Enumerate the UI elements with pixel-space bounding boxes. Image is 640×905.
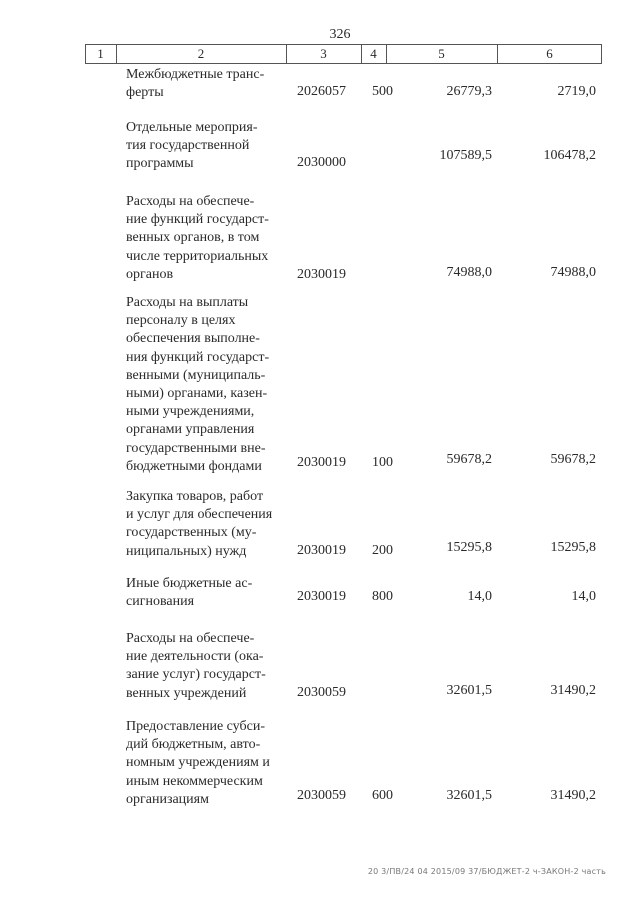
- row-value-col5: 59678,2: [446, 452, 492, 467]
- row-type: 100: [372, 455, 393, 470]
- row-name-line: ными) органами, казен-: [126, 386, 268, 402]
- row-name-line: Отдельные мероприя-: [126, 120, 258, 135]
- row-name-line: ниципальных) нужд: [126, 543, 247, 559]
- row-name-line: тия государственной: [126, 138, 250, 154]
- row-value-col6: 14,0: [571, 589, 596, 604]
- row-value-col5: 32601,5: [446, 683, 492, 698]
- row-value-col6: 59678,2: [550, 452, 596, 467]
- row-name: [126, 66, 281, 102]
- row-code: 2026057: [297, 84, 346, 99]
- table-row: [0, 630, 640, 702]
- page-number: 326: [329, 27, 351, 42]
- table-row: [0, 119, 640, 172]
- row-name: [126, 119, 281, 174]
- row-value-col6: 31490,2: [550, 683, 596, 698]
- row-value-col5: 14,0: [467, 589, 492, 604]
- row-name: [126, 488, 281, 561]
- row-value-col5: 32601,5: [446, 788, 492, 803]
- table-row: [0, 66, 640, 101]
- row-name: [126, 294, 281, 476]
- table-row: [0, 575, 640, 612]
- row-value-col5: 107589,5: [439, 148, 492, 163]
- row-name: [126, 575, 281, 611]
- row-name-line: дий бюджетным, авто-: [126, 737, 261, 753]
- row-name-line: венных учреждений: [126, 685, 247, 701]
- row-name-line: органами управления: [126, 422, 255, 438]
- row-value-col6: 106478,2: [543, 148, 596, 163]
- row-value-col5: 74988,0: [446, 265, 492, 280]
- row-type: 600: [372, 788, 393, 803]
- row-name-line: сигнования: [126, 594, 195, 610]
- row-name: [126, 718, 281, 809]
- row-name-line: Иные бюджетные ас-: [126, 576, 253, 591]
- row-value-col5: 26779,3: [446, 84, 492, 99]
- row-type: 500: [372, 84, 393, 99]
- row-code: 2030000: [297, 155, 346, 170]
- row-code: 2030019: [297, 589, 346, 604]
- row-code: 2030059: [297, 788, 346, 803]
- row-name-line: ние деятельности (ока-: [126, 649, 264, 665]
- header-col-6: 6: [546, 46, 553, 61]
- row-name-line: органов: [126, 266, 174, 282]
- row-name-line: Расходы на обеспече-: [126, 631, 255, 646]
- row-name-line: числе территориальных: [126, 248, 269, 264]
- row-value-col6: 31490,2: [550, 788, 596, 803]
- row-code: 2030019: [297, 267, 346, 282]
- header-col-3: 3: [320, 46, 327, 61]
- row-name-line: Расходы на обеспече-: [126, 194, 255, 209]
- row-name-line: ние функций государст-: [126, 212, 269, 228]
- row-name-line: Межбюджетные транс-: [126, 67, 265, 82]
- row-name: [126, 630, 281, 703]
- header-col-4: 4: [370, 46, 377, 61]
- row-name-line: ными учреждениями,: [126, 404, 255, 420]
- row-name-line: иным некоммерческим: [126, 773, 263, 789]
- column-header-row: [85, 44, 602, 64]
- row-name-line: государственных (му-: [126, 525, 257, 541]
- row-type: 800: [372, 589, 393, 604]
- row-name-line: венных органов, в том: [126, 230, 260, 246]
- row-value-col6: 2719,0: [557, 84, 596, 99]
- table-row: [0, 193, 640, 280]
- row-name-line: ферты: [126, 85, 164, 101]
- row-name-line: бюджетными фондами: [126, 458, 262, 474]
- row-name-line: Расходы на выплаты: [126, 295, 249, 310]
- row-name: [126, 193, 281, 284]
- row-value-col6: 15295,8: [550, 540, 596, 555]
- row-name-line: организациям: [126, 791, 209, 807]
- row-name-line: и услуг для обеспечения: [126, 507, 273, 523]
- header-col-1: 1: [97, 46, 104, 61]
- row-name-line: Закупка товаров, работ: [126, 489, 264, 504]
- row-value-col6: 74988,0: [550, 265, 596, 280]
- row-code: 2030019: [297, 543, 346, 558]
- header-col-2: 2: [197, 46, 205, 61]
- table-row: [0, 294, 640, 474]
- header-col-5: 5: [438, 46, 445, 61]
- row-value-col5: 15295,8: [446, 540, 492, 555]
- row-code: 2030059: [297, 685, 346, 700]
- table-row: [0, 488, 640, 560]
- row-name-line: ния функций государст-: [126, 349, 270, 365]
- row-name-line: венными (муниципаль-: [126, 367, 266, 383]
- row-name-line: государственными вне-: [126, 440, 266, 456]
- row-name-line: программы: [126, 156, 194, 172]
- footer-file-path: 20 3/ПВ/24 04 2015/09 37/БЮДЖЕТ-2 ч-ЗАКОН-2 часть: [367, 867, 606, 876]
- row-code: 2030019: [297, 455, 346, 470]
- row-name-line: Предоставление субси-: [126, 719, 265, 734]
- row-type: 200: [372, 543, 393, 558]
- row-name-line: персоналу в целях: [126, 313, 236, 329]
- row-name-line: обеспечения выполне-: [126, 331, 260, 347]
- table-row: [0, 718, 640, 808]
- row-name-line: зание услуг) государст-: [126, 667, 266, 683]
- row-name-line: номным учреждениям и: [126, 755, 270, 771]
- header-divider: [601, 45, 602, 63]
